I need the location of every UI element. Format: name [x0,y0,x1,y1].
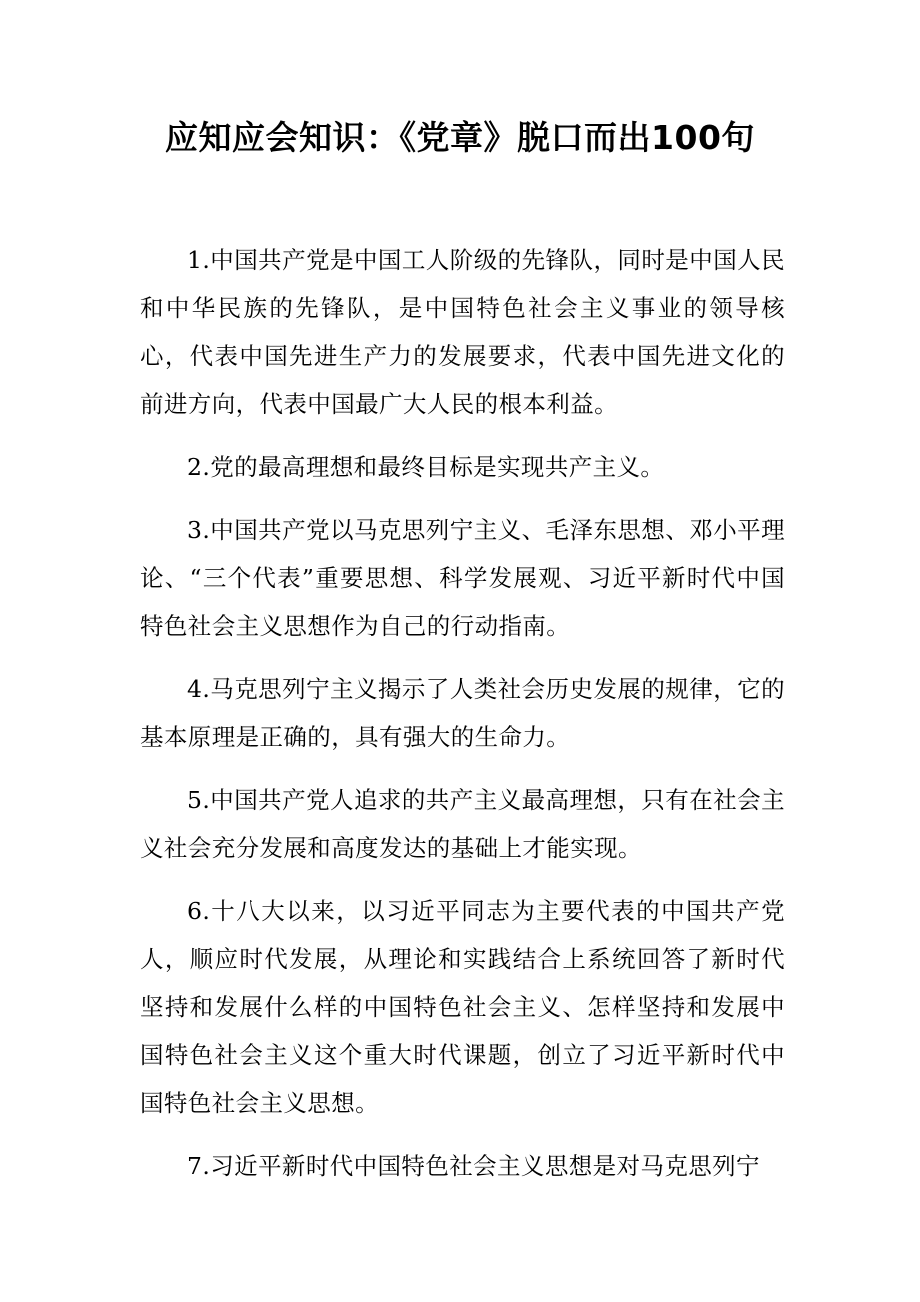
paragraph-7: 7.习近平新时代中国特色社会主义思想是对马克思列宁 [187,1152,760,1180]
paragraph-5: 5.中国共产党人追求的共产主义最高理想，只有在社会主义社会充分发展和高度发达的基础上才能实现。 [140,786,785,862]
paragraph-4: 4.马克思列宁主义揭示了人类社会历史发展的规律，它的基本原理是正确的，具有强大的生命力。 [140,675,785,751]
paragraph-2: 2.党的最高理想和最终目标是实现共产主义。 [187,453,665,481]
document-body [140,236,785,1190]
paragraph-3: 3.中国共产党以马克思列宁主义、毛泽东思想、邓小平理论、“三个代表”重要思想、科学发展观、习近平新时代中国特色社会主义思想作为自己的行动指南。 [140,516,785,640]
paragraph-6: 6.十八大以来，以习近平同志为主要代表的中国共产党人，顺应时代发展，从理论和实践结合上系统回答了新时代坚持和发展什么样的中国特色社会主义、怎样坚持和发展中国特色社会主义这个重大时代课题，创立了习近平新时代中国特色社会主义思想。 [140,897,785,1117]
document-title: 应知应会知识：《党章》脱口而出100句 [165,118,755,157]
paragraph-1: 1.中国共产党是中国工人阶级的先锋队，同时是中国人民和中华民族的先锋队，是中国特色社会主义事业的领导核心，代表中国先进生产力的发展要求，代表中国先进文化的前进方向，代表中国最广大人民的根本利益。 [140,246,785,418]
